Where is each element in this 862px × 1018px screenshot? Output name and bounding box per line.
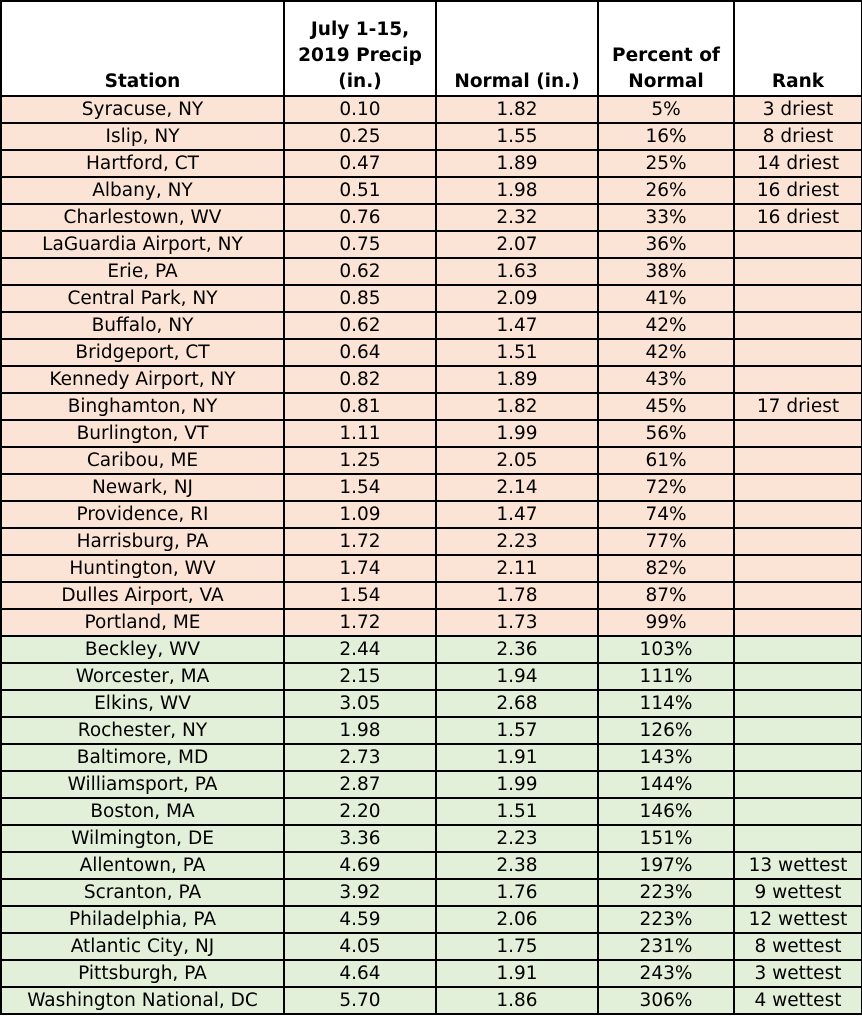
cell-percent: 306%: [598, 987, 734, 1014]
cell-percent: 25%: [598, 150, 734, 177]
cell-rank: [734, 420, 862, 447]
cell-rank: [734, 609, 862, 636]
cell-precip: 0.25: [284, 123, 436, 150]
table-row: [1, 852, 862, 879]
cell-percent: 74%: [598, 501, 734, 528]
header-percent: [598, 1, 734, 96]
cell-percent: 38%: [598, 258, 734, 285]
cell-station: Huntington, WV: [1, 555, 284, 582]
cell-station: Charlestown, WV: [1, 204, 284, 231]
table-row: [1, 528, 862, 555]
cell-rank: [734, 285, 862, 312]
cell-percent: 144%: [598, 771, 734, 798]
table-row: [1, 798, 862, 825]
cell-precip: 4.69: [284, 852, 436, 879]
cell-normal: 2.23: [436, 528, 598, 555]
table-row: [1, 312, 862, 339]
cell-percent: 43%: [598, 366, 734, 393]
cell-normal: 1.55: [436, 123, 598, 150]
cell-percent: 146%: [598, 798, 734, 825]
cell-precip: 3.36: [284, 825, 436, 852]
cell-station: Williamsport, PA: [1, 771, 284, 798]
table-row: [1, 474, 862, 501]
cell-percent: 77%: [598, 528, 734, 555]
cell-precip: 0.85: [284, 285, 436, 312]
cell-normal: 1.47: [436, 312, 598, 339]
cell-rank: 4 wettest: [734, 987, 862, 1014]
cell-normal: 1.63: [436, 258, 598, 285]
header-percent-text: Percent of Normal: [612, 45, 720, 92]
cell-normal: 2.11: [436, 555, 598, 582]
cell-rank: 8 wettest: [734, 933, 862, 960]
cell-normal: 1.47: [436, 501, 598, 528]
cell-station: Beckley, WV: [1, 636, 284, 663]
cell-percent: 126%: [598, 717, 734, 744]
cell-precip: 0.82: [284, 366, 436, 393]
cell-normal: 2.09: [436, 285, 598, 312]
table-row: [1, 204, 862, 231]
header-station: Station: [1, 1, 284, 96]
header-precip: [284, 1, 436, 96]
table-row: [1, 825, 862, 852]
cell-precip: 1.09: [284, 501, 436, 528]
cell-rank: [734, 825, 862, 852]
table-row: [1, 177, 862, 204]
cell-normal: 1.75: [436, 933, 598, 960]
cell-precip: 0.62: [284, 258, 436, 285]
cell-precip: 0.81: [284, 393, 436, 420]
cell-station: Washington National, DC: [1, 987, 284, 1014]
cell-rank: 3 wettest: [734, 960, 862, 987]
cell-percent: 111%: [598, 663, 734, 690]
cell-precip: 1.74: [284, 555, 436, 582]
cell-percent: 41%: [598, 285, 734, 312]
cell-percent: 61%: [598, 447, 734, 474]
cell-precip: 0.64: [284, 339, 436, 366]
cell-normal: 1.89: [436, 366, 598, 393]
cell-station: Pittsburgh, PA: [1, 960, 284, 987]
cell-rank: [734, 663, 862, 690]
cell-percent: 103%: [598, 636, 734, 663]
cell-rank: 8 driest: [734, 123, 862, 150]
cell-rank: 16 driest: [734, 204, 862, 231]
cell-precip: 3.92: [284, 879, 436, 906]
table-row: [1, 366, 862, 393]
cell-percent: 5%: [598, 96, 734, 123]
cell-station: Newark, NJ: [1, 474, 284, 501]
cell-normal: 1.51: [436, 339, 598, 366]
cell-normal: 1.98: [436, 177, 598, 204]
cell-normal: 1.57: [436, 717, 598, 744]
cell-normal: 1.76: [436, 879, 598, 906]
cell-normal: 1.91: [436, 960, 598, 987]
cell-percent: 231%: [598, 933, 734, 960]
cell-normal: 1.94: [436, 663, 598, 690]
cell-precip: 1.54: [284, 474, 436, 501]
cell-normal: 1.91: [436, 744, 598, 771]
header-precip-text: July 1-15, 2019 Precip (in.): [298, 19, 422, 92]
cell-station: Buffalo, NY: [1, 312, 284, 339]
cell-rank: 16 driest: [734, 177, 862, 204]
cell-station: Central Park, NY: [1, 285, 284, 312]
cell-rank: [734, 798, 862, 825]
table-row: [1, 258, 862, 285]
cell-rank: 13 wettest: [734, 852, 862, 879]
cell-percent: 16%: [598, 123, 734, 150]
cell-percent: 26%: [598, 177, 734, 204]
cell-rank: [734, 636, 862, 663]
cell-rank: [734, 231, 862, 258]
cell-normal: 1.99: [436, 771, 598, 798]
table-row: [1, 906, 862, 933]
cell-percent: 42%: [598, 339, 734, 366]
header-rank: Rank: [734, 1, 862, 96]
table-row: [1, 123, 862, 150]
cell-station: Bridgeport, CT: [1, 339, 284, 366]
cell-percent: 82%: [598, 555, 734, 582]
cell-precip: 0.10: [284, 96, 436, 123]
table-row: [1, 231, 862, 258]
cell-normal: 2.14: [436, 474, 598, 501]
table-row: [1, 339, 862, 366]
cell-normal: 1.82: [436, 393, 598, 420]
cell-precip: 2.44: [284, 636, 436, 663]
cell-precip: 1.72: [284, 528, 436, 555]
cell-normal: 2.36: [436, 636, 598, 663]
table-row: [1, 960, 862, 987]
cell-normal: 2.68: [436, 690, 598, 717]
cell-station: Elkins, WV: [1, 690, 284, 717]
cell-precip: 2.15: [284, 663, 436, 690]
table-row: [1, 771, 862, 798]
cell-precip: 4.59: [284, 906, 436, 933]
cell-station: Atlantic City, NJ: [1, 933, 284, 960]
cell-percent: 223%: [598, 879, 734, 906]
header-row: [1, 1, 862, 96]
cell-station: Binghamton, NY: [1, 393, 284, 420]
cell-station: Syracuse, NY: [1, 96, 284, 123]
cell-rank: [734, 744, 862, 771]
cell-rank: [734, 474, 862, 501]
cell-station: Rochester, NY: [1, 717, 284, 744]
cell-normal: 2.23: [436, 825, 598, 852]
table-row: [1, 285, 862, 312]
cell-rank: 14 driest: [734, 150, 862, 177]
cell-station: Philadelphia, PA: [1, 906, 284, 933]
cell-station: Worcester, MA: [1, 663, 284, 690]
table-row: [1, 447, 862, 474]
cell-station: Allentown, PA: [1, 852, 284, 879]
cell-percent: 243%: [598, 960, 734, 987]
cell-rank: [734, 582, 862, 609]
cell-precip: 4.64: [284, 960, 436, 987]
cell-station: Burlington, VT: [1, 420, 284, 447]
cell-station: Caribou, ME: [1, 447, 284, 474]
cell-station: Portland, ME: [1, 609, 284, 636]
cell-station: Islip, NY: [1, 123, 284, 150]
cell-precip: 2.87: [284, 771, 436, 798]
header-normal: Normal (in.): [436, 1, 598, 96]
table-row: [1, 987, 862, 1014]
cell-rank: [734, 528, 862, 555]
cell-rank: 12 wettest: [734, 906, 862, 933]
table-row: [1, 933, 862, 960]
cell-percent: 42%: [598, 312, 734, 339]
cell-rank: [734, 771, 862, 798]
cell-precip: 1.54: [284, 582, 436, 609]
table-row: [1, 879, 862, 906]
table-row: [1, 420, 862, 447]
cell-percent: 223%: [598, 906, 734, 933]
cell-station: Dulles Airport, VA: [1, 582, 284, 609]
cell-rank: [734, 501, 862, 528]
cell-precip: 1.11: [284, 420, 436, 447]
cell-rank: [734, 447, 862, 474]
cell-normal: 2.32: [436, 204, 598, 231]
cell-rank: [734, 312, 862, 339]
cell-station: Scranton, PA: [1, 879, 284, 906]
cell-rank: 17 driest: [734, 393, 862, 420]
table-row: [1, 717, 862, 744]
cell-percent: 56%: [598, 420, 734, 447]
table-body: [1, 96, 862, 1014]
cell-normal: 1.78: [436, 582, 598, 609]
cell-normal: 1.82: [436, 96, 598, 123]
cell-percent: 143%: [598, 744, 734, 771]
cell-precip: 5.70: [284, 987, 436, 1014]
cell-normal: 1.89: [436, 150, 598, 177]
cell-normal: 2.07: [436, 231, 598, 258]
table-row: [1, 690, 862, 717]
cell-station: Providence, RI: [1, 501, 284, 528]
table-row: [1, 150, 862, 177]
table-row: [1, 609, 862, 636]
cell-normal: 2.05: [436, 447, 598, 474]
cell-station: Hartford, CT: [1, 150, 284, 177]
table-row: [1, 663, 862, 690]
cell-percent: 45%: [598, 393, 734, 420]
cell-rank: 3 driest: [734, 96, 862, 123]
cell-percent: 36%: [598, 231, 734, 258]
table-row: [1, 555, 862, 582]
cell-normal: 1.51: [436, 798, 598, 825]
cell-precip: 2.20: [284, 798, 436, 825]
cell-rank: [734, 366, 862, 393]
cell-percent: 197%: [598, 852, 734, 879]
cell-percent: 33%: [598, 204, 734, 231]
cell-rank: [734, 690, 862, 717]
table-row: [1, 636, 862, 663]
cell-precip: 3.05: [284, 690, 436, 717]
cell-rank: [734, 339, 862, 366]
cell-station: Erie, PA: [1, 258, 284, 285]
cell-normal: 1.99: [436, 420, 598, 447]
cell-station: LaGuardia Airport, NY: [1, 231, 284, 258]
cell-percent: 72%: [598, 474, 734, 501]
cell-percent: 114%: [598, 690, 734, 717]
cell-precip: 0.75: [284, 231, 436, 258]
cell-normal: 1.86: [436, 987, 598, 1014]
cell-rank: [734, 555, 862, 582]
cell-rank: [734, 717, 862, 744]
cell-station: Harrisburg, PA: [1, 528, 284, 555]
cell-percent: 99%: [598, 609, 734, 636]
cell-precip: 1.25: [284, 447, 436, 474]
cell-precip: 4.05: [284, 933, 436, 960]
cell-precip: 0.62: [284, 312, 436, 339]
table-row: [1, 393, 862, 420]
cell-rank: 9 wettest: [734, 879, 862, 906]
cell-station: Albany, NY: [1, 177, 284, 204]
table-row: [1, 501, 862, 528]
cell-normal: 2.06: [436, 906, 598, 933]
cell-percent: 87%: [598, 582, 734, 609]
cell-normal: 2.38: [436, 852, 598, 879]
cell-percent: 151%: [598, 825, 734, 852]
cell-precip: 0.47: [284, 150, 436, 177]
cell-precip: 2.73: [284, 744, 436, 771]
cell-station: Kennedy Airport, NY: [1, 366, 284, 393]
cell-precip: 1.98: [284, 717, 436, 744]
cell-precip: 0.51: [284, 177, 436, 204]
table-row: [1, 582, 862, 609]
cell-precip: 0.76: [284, 204, 436, 231]
cell-precip: 1.72: [284, 609, 436, 636]
cell-station: Boston, MA: [1, 798, 284, 825]
cell-station: Wilmington, DE: [1, 825, 284, 852]
cell-station: Baltimore, MD: [1, 744, 284, 771]
table-row: [1, 744, 862, 771]
cell-normal: 1.73: [436, 609, 598, 636]
table-row: [1, 96, 862, 123]
cell-rank: [734, 258, 862, 285]
